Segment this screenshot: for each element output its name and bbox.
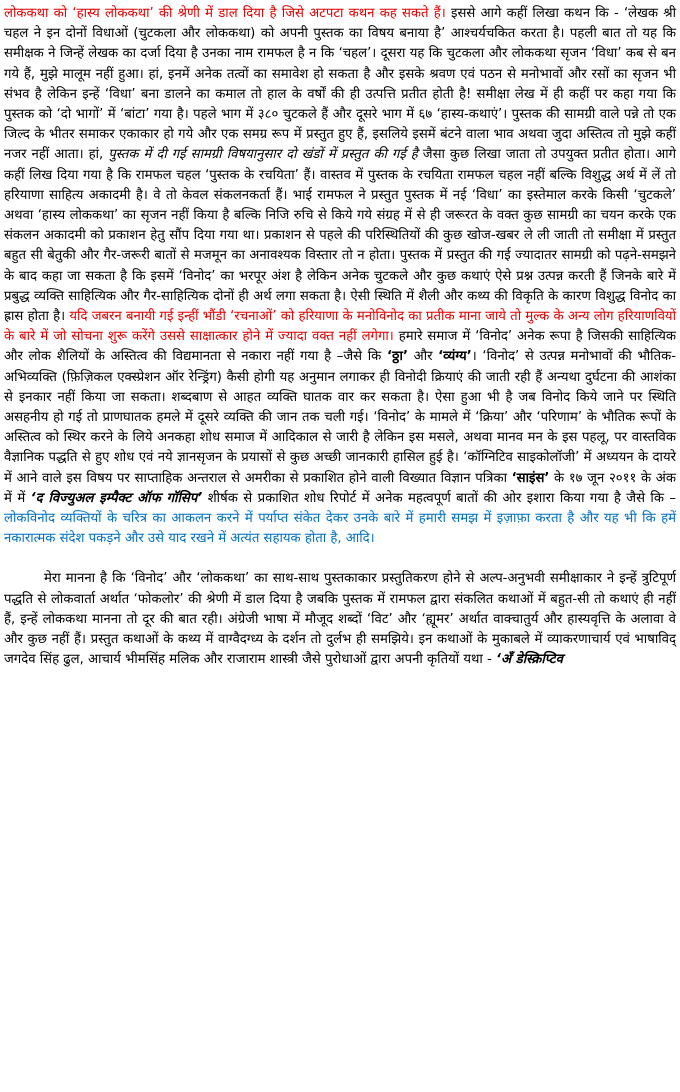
body-text: मेरा मानना है कि ‘विनोद’ और ‘लोककथा’ का साथ-साथ पुस्तकाकार प्रस्तुतिकरण होने से अल्प-अनुभवी समीक्षाकार ने इन्हें त्रुटिपूर्ण पद्धति से लोकवार्ता अर्थात ‘फोकलोर’ की श्रेणी में डाल दिया है जबकि पुस्तक में रामफल द्वारा संकलित कथाओं में बहुत-सी तो कथाएं ही नहीं हैं, इन्हें लोककथा मानना तो दूर की बात रही। अंग्रेजी भाषा में मौजूद शब्दों ‘विट’ और ‘ह्यूमर’ अर्थात वाक्चातुर्य और हास्यवृत्ति के अलावा वे और कुछ नहीं हैं। प्रस्तुत कथाओं के कथ्य में वाग्वैदग्ध्य के दर्शन तो दुर्लभ ही समझिये। इन कथाओं के मुकाबले में व्याकरणाचार्य एवं भाषाविद् जगदेव सिंह ढुल, आचार्य भीमसिंह मलिक और राजाराम शास्त्री जैसे पुरोधाओं द्वारा अपनी कृतियों यथा - <box>4 571 676 668</box>
bold-term: ‘व्यंग्य’ <box>438 349 472 365</box>
body-text: के १७ जून २०११ के अंक में में <box>4 470 677 506</box>
red-highlight-text: लोककथा को ‘हास्य लोककथा’ की श्रेणी में डाल दिया है जिसे अटपटा कथन कह सकते हैं। <box>4 6 446 21</box>
report-title: ‘द विज्युअल इम्पैक्ट ऑफ गॉसिप’ <box>30 490 203 506</box>
body-text: हमारे समाज में ‘विनोद’ अनेक रूपा है जिसकी साहित्यिक और लोक शैलियों के अस्तित्व की विद्यमानता से नकारा नहीं गया है –जैसे कि <box>4 329 676 365</box>
book-title: ‘अँ डेस्क्रिप्टिव <box>495 652 563 668</box>
bold-term: ‘ठ्ठा’ <box>386 349 408 365</box>
paragraph-1 <box>4 4 676 549</box>
red-highlight-text: यदि जबरन बनायी गई इन्हीं भौंडी ‘रचनाओं’ को हरियाणा के मनोविनोद का प्रतीक माना जाये तो मुल्क के अन्य लोग हरियाणवियों के बारे में जो सोचना शुरू करेंगे उससे साक्षात्कार होने में ज्यादा वक्त नहीं लगेगा। <box>4 309 676 345</box>
paragraph-gap <box>4 549 676 569</box>
journal-name: ‘साइंस’ <box>511 470 550 486</box>
blue-highlight-text: लोकविनोद व्यक्तियों के चरित्र का आकलन करने में पर्याप्त संकेत देकर उनके बारे में हमारी समझ में इज़ाफ़ा करता है और यह भी कि हमें नकारात्मक संदेश पकड़ने और उसे याद रखने में अत्यंत सहायक होता है, आदि। <box>4 511 676 547</box>
body-text: जैसा कुछ लिखा जाता तो उपयुक्त प्रतीत होता। आगे कहीं लिख दिया गया है कि रामफल चहल ‘पुस्तक के रचयिता’ हैं। वास्तव में पुस्तक के रचयिता रामफल चहल नहीं बल्कि विशुद्ध अर्थ में लें तो हरियाणा साहित्य अकादमी है। वे तो केवल संकलनकर्ता हैं। भाई रामफल ने प्रस्तुत पुस्तक में नई ‘विधा’ का इस्तेमाल करके किसी ‘चुटकले’ अथवा ‘हास्य लोककथा’ का सृजन नहीं किया है बल्कि निजि रुचि से किये गये संग्रह में से ही जरूरत के वक्त कुछ सामग्री का चयन करके एक संकलन अकादमी को प्रकाशन हेतु सौंप दिया गया था। प्रकाशन से पहले की परिस्थितियों की कुछ खोज-खबर ले ली जाती तो समीक्षा में प्रस्तुत बहुत सी बेतुकी और गैर-जरूरी बातों से मजमून का अनावश्यक विस्तार तो न होता। पुस्तक में प्रस्तुत की गई ज्यादातर सामग्री को पढ़ने-समझने के बाद कहा जा सकता है कि इसमें ‘विनोद’ का भरपूर अंश है लेकिन अनेक चुटकले और कुछ कथाएं ऐसे प्रश्न उत्पन्न करती हैं जिनके बारे में प्रबुद्ध व्यक्ति साहित्यिक और गैर-साहित्यिक दोनों ही अर्थ लगा सकता है। ऐसी स्थिति में शैली और कथ्य की विकृति के कारण विशुद्ध विनोद का ह्रास होता है। <box>4 147 676 325</box>
paragraph-2 <box>4 569 676 670</box>
italic-text: पुस्तक में दी गई सामग्री विषयानुसार दो खंडों में प्रस्तुत की गई है <box>108 147 418 163</box>
body-text: और <box>407 349 439 365</box>
body-text: । ‘विनोद’ से उत्पन्न मनोभावों की भौतिक-अभिव्यक्ति (फ़िज़िकल एक्स्प्रेशन ऑर रेन्ड्रिंग) कैसी होगी यह अनुमान लगाकर ही विनोदी क्रियाएं की जाती रही हैं अन्यथा दुर्घटना की आशंका से इनकार नहीं किया जा सकता। शब्दबाण से आहत व्यक्ति घातक वार कर सकता है। ऐसा हुआ भी है जब विनोद किये जाने पर स्थिति असहनीय हो गई तो प्राणघातक हमले में दूसरे व्यक्ति की जान तक चली गई। ‘विनोद’ के मामले में ‘क्रिया’ और ‘परिणाम’ के भौतिक रूपों के अस्तित्व को स्थिर करने के लिये अनकहा शोध समाज में आदिकाल से जारी है लेकिन इस मसले, अथवा मानव मन के इस पहलू, पर वास्तविक वैज्ञानिक पद्धति से हुए शोध एवं नये ज्ञानसृजन के प्रयासों से कुछ अच्छी जानकारी हासिल हुई है। ‘कॉग्निटिव साइकोलॉजी’ में अध्ययन के दायरे में आने वाले इस विषय पर साप्ताहिक अन्तराल से अमरीका से प्रकाशित होने वाली विख्यात विज्ञान पत्रिका <box>4 349 676 486</box>
body-text: इससे आगे कहीं लिखा कथन कि - ‘लेखक श्री चहल ने इन दोनों विधाओं (चुटकला और लोककथा) को अपनी पुस्तक का विषय बनाया है’ आश्चर्यचकित करता है। पहली बात तो यह कि समीक्षक ने जिन्हें लेखक का दर्जा दिया है उनका नाम रामफल है न कि ‘चहल’। दूसरा यह कि चुटकला और लोककथा सृजन ‘विधा’ कब से बन गये हैं, मुझे मालूम नहीं हुआ। हां, इनमें अनेक तत्वों का समावेश हो सकता है और इसके श्रवण एवं पठन से मनोभावों और रसों का सृजन भी संभव है लेकिन इन्हें ‘विधा’ बना डालने का कमाल तो हाल के वर्षों की ही उत्पत्ति प्रतीत होती है! समीक्षा लेख में ही कहीं पर कहा गया कि पुस्तक को ‘दो भागों’ में ‘बांटा’ गया है। पहले भाग में ३८० चुटकले हैं और दूसरे भाग में ६७ ‘हास्य-कथाएं’। पुस्तक की सामग्री वाले पन्ने तो एक जिल्द के भीतर समाकर एकाकार हो गये और एक समग्र रूप में प्रस्तुत हुए हैं, इसलिये इसमें बंटने वाला भाव अथवा जुदा अस्तित्व तो मुझे कहीं नजर नहीं आता। हां, <box>4 6 676 163</box>
body-text: शीर्षक से प्रकाशित शोध रिपोर्ट में अनेक महत्वपूर्ण बातों की ओर इशारा किया गया है जैसे कि – <box>202 490 676 506</box>
